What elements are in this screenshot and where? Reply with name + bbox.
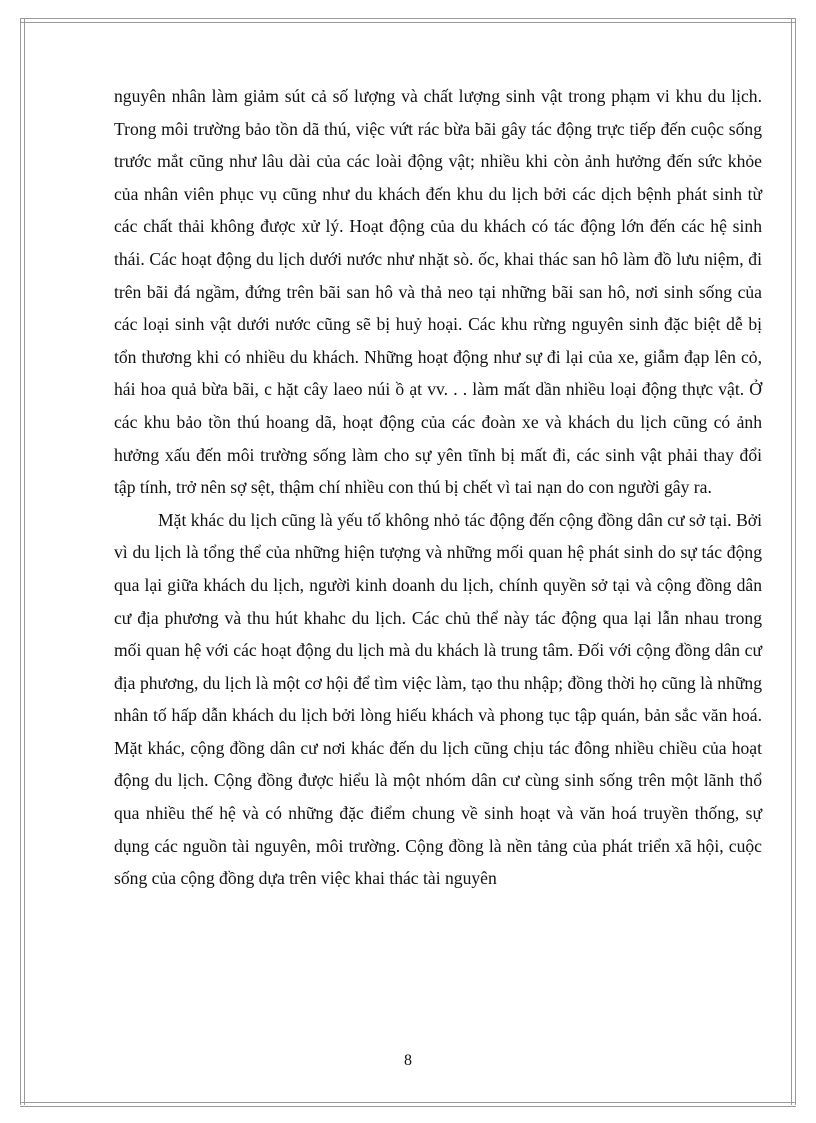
page-number: 8	[404, 1052, 412, 1069]
paragraph-continuation: nguyên nhân làm giảm sút cả số lượng và chất lượng sinh vật trong phạm vi khu du lịch. Trong môi trường bảo tồn dã thú, việc vứt rác bừa bãi gây tác động trực tiếp đến cuộc sống trước mắt cũng như lâu dài của các loài động vật; nhiều khi còn ảnh hưởng đến sức khỏe của nhân viên phục vụ cũng như du khách đến khu du lịch bởi các dịch bệnh phát sinh từ các chất thải không được xử lý. Hoạt động của du khách có tác động lớn đến các hệ sinh thái. Các hoạt động du lịch dưới nước như nhặt sò. ốc, khai thác san hô làm đồ lưu niệm, đi trên bãi đá ngầm, đứng trên bãi san hô và thả neo tại những bãi san hô, nơi sinh sống của các loại sinh vật dưới nước cũng sẽ bị huỷ hoại. Các khu rừng nguyên sinh đặc biệt dễ bị tổn thương khi có nhiều du khách. Những hoạt động như sự đi lại của xe, giẫm đạp lên cỏ, hái hoa quả bừa bãi, c hặt cây laeo núi ồ ạt vv. . . làm mất dần nhiều loại động thực vật. Ở các khu bảo tồn thú hoang dã, hoạt động của các đoàn xe và khách du lịch cũng có ảnh hưởng xấu đến môi trường sống làm cho sự yên tĩnh bị mất đi, các sinh vật phải thay đổi tập tính, trở nên sợ sệt, thậm chí nhiều con thú bị chết vì tai nạn do con người gây ra.	[114, 86, 762, 498]
page-border-left	[20, 18, 25, 1105]
document-body	[114, 80, 762, 895]
page-border-bottom	[20, 1102, 796, 1107]
paragraph-community-impact: Mặt khác du lịch cũng là yếu tố không nhỏ tác động đến cộng đồng dân cư sở tại. Bởi vì du lịch là tổng thể của những hiện tượng và những mối quan hệ phát sinh do sự tác động qua lại giữa khách du lịch, người kinh doanh du lịch, chính quyền sở tại và cộng đồng dân cư địa phương và thu hút khahc du lịch. Các chủ thể này tác động qua lại lẫn nhau trong mối quan hệ với các hoạt động du lịch mà du khách là trung tâm. Đối với cộng đồng dân cư địa phương, du lịch là một cơ hội để tìm việc làm, tạo thu nhập; đồng thời họ cũng là những nhân tố hấp dẫn khách du lịch bởi lòng hiếu khách và phong tục tập quán, bản sắc văn hoá. Mặt khác, cộng đồng dân cư nơi khác đến du lịch cũng chịu tác đông nhiều chiều của hoạt động du lịch. Cộng đồng được hiểu là một nhóm dân cư cùng sinh sống trên một lãnh thổ qua nhiều thế hệ và có những đặc điểm chung về sinh hoạt và văn hoá truyền thống, sự dụng các nguồn tài nguyên, môi trường. Cộng đồng là nền tảng của phát triển xã hội, cuộc sống của cộng đồng dựa trên việc khai thác tài nguyên	[114, 509, 762, 889]
page-border-right	[791, 18, 796, 1105]
page-border-top	[20, 18, 796, 23]
